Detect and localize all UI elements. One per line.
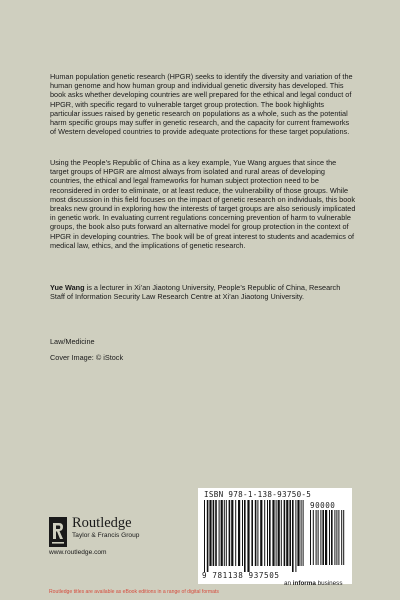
barcode-bar [320,510,321,565]
author-bio [50,283,356,301]
barcode-bar [260,500,262,566]
blurb-paragraph-1: Human population genetic research (HPGR) seeks to identify the diversity and variation of the human genome and how human group and individual genetic diversity has developed. This book asks whether developing countries are well prepared for the ethical and legal conduct of HPGR, with specific regard to vulnerable target group protection. The book highlights particular issues raised by genetic research on populations as a whole, such as the potential harm specific groups may suffer in genetic research, and the capacity for current frameworks of Western developed countries to provide adequate protections for these target populations. [50,72,353,137]
barcode-bar [264,500,265,566]
publisher-group: Taylor & Francis Group [72,532,140,539]
publisher-website[interactable]: www.routledge.com [49,549,107,556]
barcode-digits: 9 781138 937505 [202,571,280,580]
barcode-bar [244,500,246,572]
cover-image-credit: Cover Image: © iStock [50,353,124,362]
barcode-bar [247,500,249,572]
informa-brand: informa [292,580,316,587]
barcode-bar [341,510,342,565]
isbn-barcode [204,500,306,572]
barcode-bar [338,510,339,565]
barcode-bar [226,500,227,566]
barcode-bar [235,500,236,566]
price-barcode [310,510,346,571]
barcode-bar [257,500,258,566]
barcode-bar [207,500,209,572]
business-prefix: an [284,580,293,587]
routledge-logo-icon [49,517,67,547]
barcode-bar [292,500,294,572]
barcode-bar [267,500,268,566]
author-name: Yue Wang [50,283,85,292]
barcode-bar [286,500,288,566]
barcode-bar [251,500,253,566]
barcode-bar [209,500,211,566]
barcode-bar [269,500,271,566]
barcode-bar [276,500,277,566]
barcode-bar [310,510,311,565]
author-bio-text: is a lecturer in Xi’an Jiaotong University, People’s Republic of China, Research Staff of Information Security Law Research Centre at Xi’an Jiaotong University. [50,283,341,302]
barcode-bar [255,500,257,566]
barcode-bar [301,500,302,566]
barcode-bar [313,510,314,565]
barcode-bar [281,500,282,566]
barcode-bar [329,510,330,565]
barcode-panel [198,488,352,584]
barcode-bar [238,500,240,566]
barcode-bar [289,500,291,566]
business-suffix: business [315,580,343,587]
barcode-bar [334,510,335,565]
publisher-name: Routledge [72,515,132,531]
barcode-bar [221,500,223,566]
barcode-bar [295,500,296,572]
barcode-bar [204,500,205,572]
subject-category: Law/Medicine [50,337,95,346]
informa-business-line [284,580,342,588]
isbn-label: ISBN 978-1-138-93750-5 [204,490,312,499]
barcode-bar [331,510,333,565]
barcode-bar [297,500,299,566]
barcode-bar [303,500,304,566]
barcode-bar [231,500,233,566]
barcode-bar [284,500,286,566]
barcode-bar [343,510,344,565]
ebook-availability-note: Routledge titles are available as eBook editions in a range of digital formats [49,589,219,595]
price-code: 90000 [310,501,336,510]
barcode-bar [224,500,225,566]
barcode-bar [336,510,337,565]
barcode-bar [242,500,243,566]
barcode-bar [229,500,231,566]
barcode-bar [213,500,215,566]
barcode-bar [325,510,327,565]
blurb-paragraph-2: Using the People’s Republic of China as a key example, Yue Wang argues that since the target groups of HPGR are almost always from isolated and rural areas of developing countries, the ethical and legal frameworks for human subject protection need to be reconsidered in order to eliminate, or at least reduce, the vulnerability of those groups. While most discussion in this field focuses on the impact of genetic research on individuals, this book breaks new ground in exploring how the interests of target groups are also seriously implicated in genetic work. In evaluating current regulations concerning prevention of harm to vulnerable groups, the book also puts forward an alternative model for group protection in the context of HPGR in developing countries. The book will be of great interest to students and academics of medical law, ethics, and the implications of genetic research. [50,158,356,250]
barcode-bar [278,500,280,566]
barcode-bar [215,500,217,566]
barcode-bar [219,500,220,566]
barcode-bar [272,500,274,566]
barcode-bar [318,510,319,565]
barcode-bar [316,510,317,565]
barcode-bar [322,510,324,565]
